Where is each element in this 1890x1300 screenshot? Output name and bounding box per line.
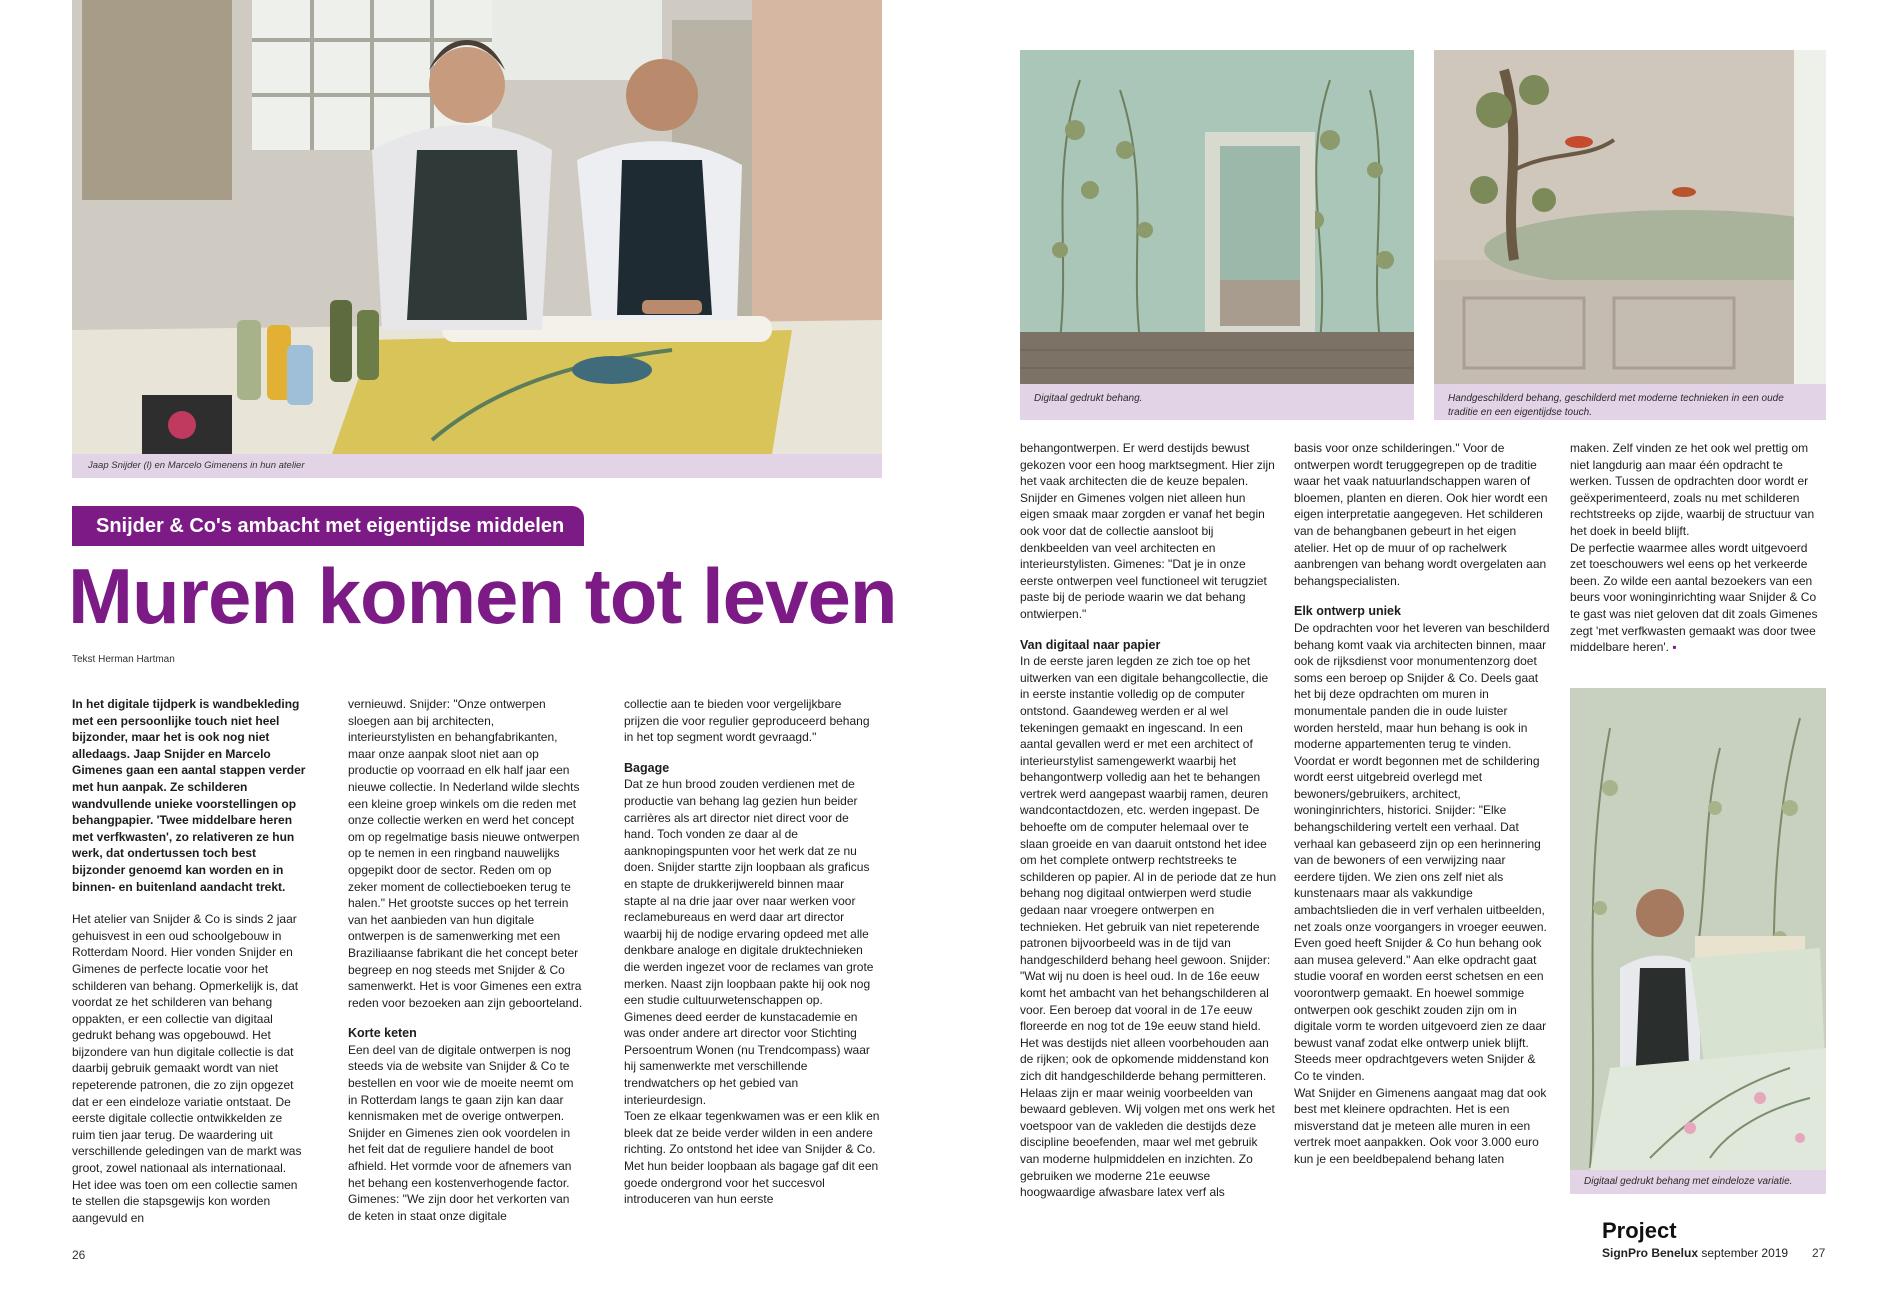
footer-magazine-name: SignPro Benelux [1602,1246,1699,1260]
right-column-3 [1570,440,1826,656]
left-column-2 [348,696,584,1224]
body-paragraph: Wat Snijder en Gimenens aangaat mag dat ook best met kleinere opdrachten. Het is een misverstand dat je meteen alle muren in een vertrek moet aanpakken. Ook voor 3.000 euro kun je een beeldbepalend behang laten [1294,1085,1547,1166]
footer-issue: september 2019 [1701,1246,1789,1260]
end-mark: ▪ [1672,640,1677,655]
page-number-left: 26 [72,1248,86,1262]
byline: Tekst Herman Hartman [72,654,175,665]
lead-paragraph: In het digitale tijdperk is wandbekleding met een persoonlijke touch niet heel bijzonder, maar het is ook nog niet alledaags. Jaap Snijder en Marcelo Gimenes gaan een aantal stappen verder met hun aanpak. Ze schilderen wandvullende unieke voorstellingen op behangpapier. 'Twee middelbare heren met verfkwasten', zo relativeren ze hun werk, dat ondertussen toch best bijzonder genoemd kan worden en in binnen- en buitenland aandacht trekt. [72,697,306,894]
hero-photo-illustration [72,0,882,454]
body-paragraph: De opdrachten voor het leveren van beschilderd behang komt vaak via architecten binnen, maar ook de rijksdienst voor monumentenzorg doet soms een beroep op Snijder & Co. Deels gaat het bij deze opdrachten om muren in monumentale panden die in oude luister worden hersteld, maar hun behang is ook in moderne appartementen terug te vinden. Voordat er wordt begonnen met de schildering wordt eerst uitgebreid overlegd met bewoners/gebruikers, architect, woninginrichters, historici. Snijder: "Elke behangschildering vertelt een verhaal. Dat verhaal kan gebaseerd zijn op een herinnering van de bewoners of een verwijzing naar eerdere tijden. We zien ons zelf niet als kunstenaars maar als vakkundige ambachtslieden die in verf verhalen uitbeelden, net zoals onze voorgangers in vroeger eeuwen. Even goed heeft Snijder & Co hun behang ook aan musea geleverd." Aan elke opdracht gaat studie vooraf en worden eerst schetsen en een voorontwerp gemaakt. En hoewel sommige ontwerpen ook geschikt zouden zijn om in digitale vorm te worden uitgevoerd zien ze daar bewust vanaf zodat elke ontwerp uniek blijft. Steeds meer opdrachtgevers weten Snijder & Co te vinden. [1294,620,1550,1083]
footer-magazine [1602,1246,1788,1260]
right-column-1 [1020,440,1278,1201]
subheading: Korte keten [348,1026,417,1041]
painter-photo [1570,688,1826,1170]
body-paragraph: Een deel van de digitale ontwerpen is nog steeds via de website van Snijder & Co te bestellen en voor wie de moeite neemt om in Rotterdam langs te gaan zijn kan daar kennismaken met de overige ontwerpen. Snijder en Gimenes zien ook voordelen in het feit dat de reguliere handel de boot afhield. Het vormde voor de afnemers van het behang een kostenverhogende factor. Gimenes: "We zijn door het verkorten van de keten in staat onze digitale [348,1042,574,1223]
body-paragraph: De perfectie waarmee alles wordt uitgevoerd zet toeschouwers wel eens op het verkeerde been. Zo wilde een aantal bezoekers van een beurs voor woninginrichting waar Snijder & Co te gast was niet geloven dat dit zoals Gimenes zegt 'met verfkwasten gemaakt was door twee middelbare heren'. ▪ [1570,540,1818,655]
caption-painter: Digitaal gedrukt behang met eindeloze variatie. [1570,1170,1826,1194]
handpainted-wallpaper-illustration [1434,50,1826,384]
handpainted-wallpaper-photo [1434,50,1826,384]
body-paragraph: basis voor onze schilderingen." Voor de ontwerpen wordt teruggegrepen op de traditie waar het vaak natuurlandschappen waren of bloemen, planten en dieren. Ook hier wordt een eigen interpretatie aangegeven. Het schilderen van de behangbanen gebeurt in het eigen atelier. Het op de muur of op rachelwerk aanbrengen van behang wordt overgelaten aan behangspecialisten. [1294,441,1548,588]
hero-photo [72,0,882,454]
subheading: Van digitaal naar papier [1020,637,1161,652]
painter-illustration [1570,688,1826,1170]
body-paragraph: Dat ze hun brood zouden verdienen met de productie van behang lag gezien hun beider carrières als art director niet direct voor de hand. Toch vonden ze daar al de aanknopingspunten voor het werk dat ze nu doen. Snijder startte zijn loopbaan als graficus en stapte de drukkerijwereld binnen maar stapte al na drie jaar over naar werken voor reclamebureaus en werd daar art director waarbij hij de nodige ervaring opdeed met alle denkbare analoge en digitale druktechnieken die werden ingezet voor de reclames van grote merken. Naast zijn loopbaan pakte hij ook nog een studie cultuurwetenschappen op. [624,777,874,1008]
right-column-2 [1294,440,1550,1168]
subheading: Bagage [624,760,670,775]
body-paragraph: Gimenes deed eerder de kunstacademie en was onder andere art director voor Stichting Persoentrum Wonen (nu Trendcompass) waar hij samenwerkte met verschillende trendwatchers op het gebied van interieurdesign. [624,1009,870,1107]
subheading: Elk ontwerp uniek [1294,604,1401,619]
body-paragraph: collectie aan te bieden voor vergelijkbare prijzen die voor regulier geproduceerd behang in het top segment wordt gevraagd." [624,697,870,745]
body-paragraph: behangontwerpen. Er werd destijds bewust gekozen voor een hoog marktsegment. Hier zijn het vaak architecten die de keuze bepalen. Snijder en Gimenes volgen niet alleen hun eigen smaak maar zorgden er vanaf het begin ook voor dat de collectie aansloot bij denkbeelden van veel architecten en interieurstylisten. Gimenes: "Dat je in onze eerste ontwerpen veel functioneel wit terugziet paste bij de periode waarin we dat behang ontwierpen." [1020,441,1275,621]
kicker-banner: Snijder & Co's ambacht met eigentijdse middelen [72,506,584,546]
hero-caption: Jaap Snijder (l) en Marcelo Gimenens in hun atelier [88,460,305,471]
body-paragraph: In de eerste jaren legden ze zich toe op het uitwerken van een digitale behangcollectie, die in eerste instantie volledig op de computer ontstond. Gaandeweg werden er al wel tekeningen gemaakt en ingescand. In een aantal gevallen werd er met een architect of interieurstylist samengewerkt waarbij het behangontwerp volledig aan het te behangen vertrek werd aangepast waarbij ramen, deuren wandcontactdozen, etc. werden ingepast. De behoefte om de computer helemaal over te slaan groeide en van daaruit ontstond het idee om het complete ontwerp rechtstreeks te schilderen op papier. Al in de periode dat ze hun behang nog digitaal ontwierpen werd studie gedaan naar vroegere ontwerpen en technieken. Het gebruik van niet repeterende patronen bijvoorbeeld was in de tijd van handgeschilderd behang heel gewoon. Snijder: "Wat wij nu doen is heel oud. In de 16e eeuw komt het ambacht van het behangschilderen al voor. Een beroep dat vooral in de 17e eeuw floreerde en nog tot de 19e eeuw stand hield. Het was destijds niet alleen voorbehouden aan de rijken; ook de opkomende middenstand kon zich dit handgeschilderde behang permitteren. Helaas zijn er maar weinig voorbeelden van bewaard gebleven. Wij volgen met ons werk het voetspoor van de vakleden die destijds deze discipline beoefenden, maar wel met gebruik van moderne hulpmiddelen en inzichten. Zo gebruiken we moderne 21e eeuwse hoogwaardige afwasbare latex verf als [1020,654,1277,1200]
page-number-right: 27 [1812,1246,1826,1260]
body-paragraph: vernieuwd. Snijder: "Onze ontwerpen sloegen aan bij architecten, interieurstylisten en behangfabrikanten, maar onze aanpak sloot niet aan op productie op voorraad en elk half jaar een nieuwe collectie. In Nederland wilde slechts een kleine groep winkels om die reden met onze collectie werken en werd het concept om op regelmatige basis nieuwe ontwerpen op te nemen in een ringband nauwelijks opgepikt door de sector. Reden om op zeker moment de collectieboeken terug te halen." Het grootste succes op het terrein van het aanbieden van hun digitale ontwerpen is de samenwerking met een Braziliaanse fabrikant die het concept beter begreep en nog steeds met Snijder & Co samenwerkt. Het is voor Gimenes een extra reden voor bezoeken aan zijn geboorteland. [348,697,583,1010]
body-paragraph: maken. Zelf vinden ze het ook wel prettig om niet langdurig aan maar één opdracht te werken. Tussen de opdrachten door wordt er geëxperimenteerd, zoals nu met schilderen rechtstreeks op zijde, waarbij de structuur van het doek in beeld blijft. [1570,441,1815,538]
caption-digital-wallpaper: Digitaal gedrukt behang. [1020,384,1414,420]
digital-wallpaper-photo [1020,50,1414,384]
digital-wallpaper-illustration [1020,50,1414,384]
body-paragraph: Het atelier van Snijder & Co is sinds 2 jaar gehuisvest in een oud schoolgebouw in Rotterdam Noord. Hier vonden Snijder en Gimenes de perfecte locatie voor het schilderen van behang. Opmerkelijk is, dat voordat ze het schilderen van behang oppakten, er een collectie van digitaal gedrukt behang was opgebouwd. Het bijzondere van hun digitale collectie is dat daarbij gebruik gemaakt wordt van niet repeterende patronen, die zo zijn opgezet dat er een eindeloze variatie ontstaat. De eerste digitale collectie ontwikkelden ze ruim tien jaar terug. De waardering uit verschillende geledingen van de markt was groot, zowel nationaal als internationaal. Het idee was toen om een collectie samen te stellen die stapsgewijs kon worden aangevuld en [72,912,302,1225]
left-column-3 [624,696,880,1208]
headline: Muren komen tot leven [68,552,897,640]
body-paragraph: Toen ze elkaar tegenkwamen was er een klik en bleek dat ze beide verder wilden in een andere richting. Zo ontstond het idee van Snijder & Co. Met hun beider loopbaan als bagage gaf dit een goede ondergrond voor het succesvol introduceren van hun eerste [624,1109,880,1207]
footer-section-label: Project [1602,1218,1677,1243]
left-column-1 [72,696,308,1226]
caption-handpainted-wallpaper: Handgeschilderd behang, geschilderd met moderne technieken in een oude traditie en een eigentijdse touch. [1434,384,1826,420]
